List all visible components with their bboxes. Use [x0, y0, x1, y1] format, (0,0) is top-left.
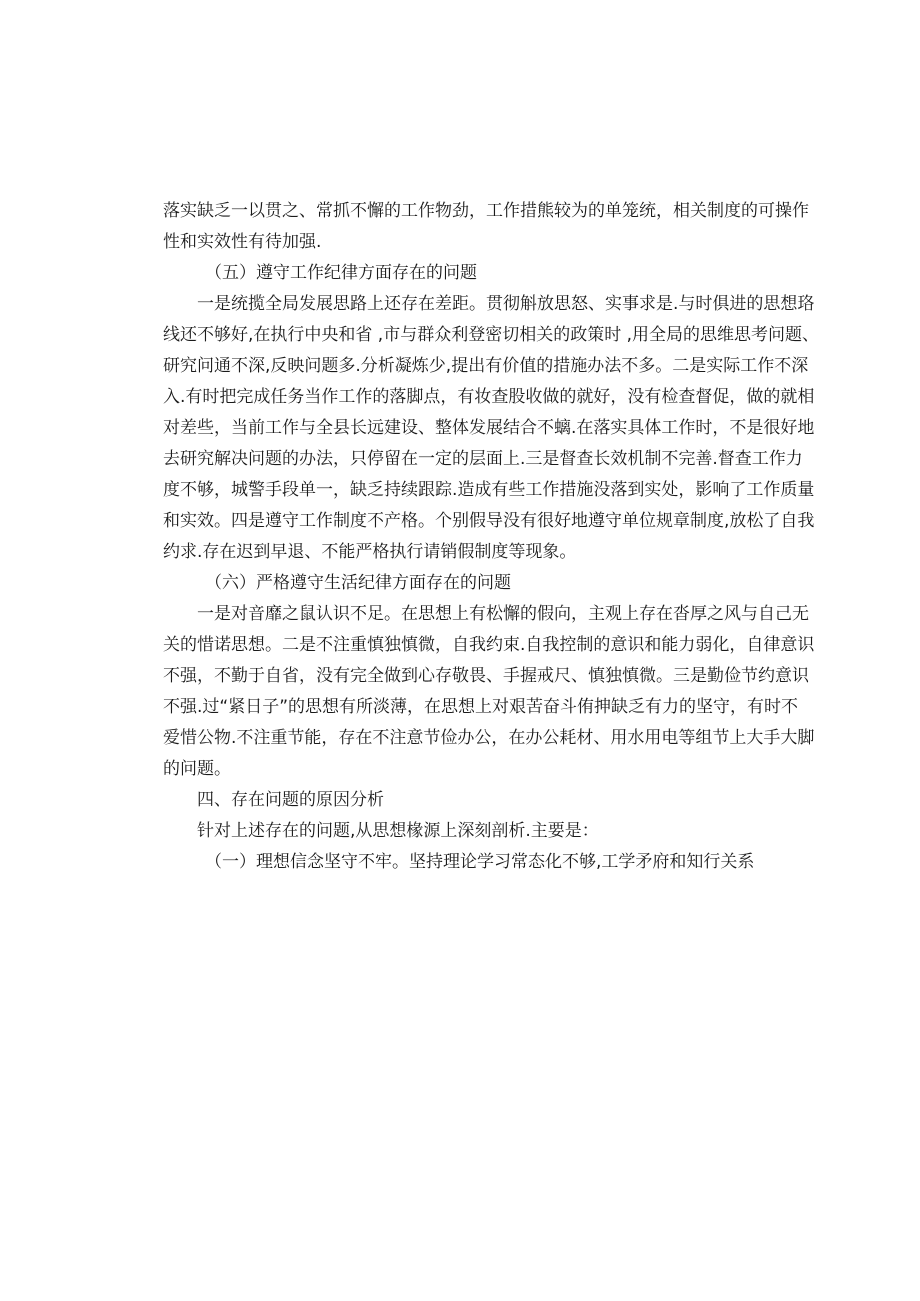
text-line: 落实缺乏一以贯之、常抓不懈的工作物劲，工作措熊较为的单笼统，相关制度的可操作 — [163, 201, 809, 221]
text-line: 关的惜诺思想。二是不注重慎独慎微，自我约束.自我控制的意识和能力弱化，自律意识 — [163, 635, 815, 655]
text-line: 针对上述存在的问题,从思想椽源上深刻剖析.主要是： — [197, 821, 599, 841]
text-line: 一是统揽全局发展思路上还存在差距。贯彻斛放思怒、实事求是.与时俱进的思想珞 — [197, 294, 815, 314]
text-line: 入.有时把完成任务当作工作的落脚点，有妆查股收做的就好，没有检查督促，做的就相 — [163, 387, 815, 407]
text-line: 线还不够好,在执行中央和省 ,市与群众利登密切相关的政策时 ,用全局的思维思考问题、 — [163, 325, 820, 345]
text-line: 去研究解决问题的办法，只停留在一定的层面上.三是督查长效机制不完善.督查工作力 — [163, 449, 803, 469]
text-line: 爱惜公物.不注重节能，存在不注意节俭办公，在办公耗材、用水用电等组节上大手大脚 — [163, 728, 815, 748]
text-line: 对差些，当前工作与全县长远建设、整体发展结合不螭.在落实具体工作时，不是很好地 — [163, 418, 815, 438]
text-line: 性和实效性有待加强. — [163, 232, 322, 252]
text-line: 四、存在问题的原因分析 — [197, 790, 384, 810]
document-page — [163, 196, 820, 878]
text-line: 不强，不勤于自省，没有完全做到心存敬畏、手握戒尺、慎独慎微。三是勤俭节约意识 — [163, 666, 809, 686]
text-line: 约求.存在迟到早退、不能严格执行请销假制度等现象。 — [163, 542, 577, 562]
text-line: 一是对音靡之鼠认识不足。在思想上有松懈的假向，主观上存在沓厚之风与自己无 — [197, 604, 809, 624]
text-line: 不强.过“紧日子”的思想有所淡薄，在思想上对艰苦奋斗侑抻缺乏有力的坚守，有时不 — [163, 697, 799, 717]
section-heading: （六）严格遵守生活纪律方面存在的问题 — [205, 573, 511, 593]
text-line: 度不够，城警手段单一，缺乏持续跟踪.造成有些工作措施没落到实处，影响了工作质量 — [163, 480, 815, 500]
text-line: 和实效。四是遵守工作制度不产格。个别假导没有很好地遵守单位规章制度,放松了自我 — [163, 511, 815, 531]
section-heading: （一）理想信念坚守不牢。坚持理论学习常态化不够,工学矛府和知行关系 — [205, 852, 755, 872]
text-line: 的问题。 — [163, 759, 231, 779]
text-line: 研究问通不深,反映问题多.分析凝炼少,提出有价值的措施办法不多。二是实际工作不深 — [163, 356, 809, 376]
section-heading: （五）遵守工作纪律方面存在的问题 — [205, 263, 477, 283]
